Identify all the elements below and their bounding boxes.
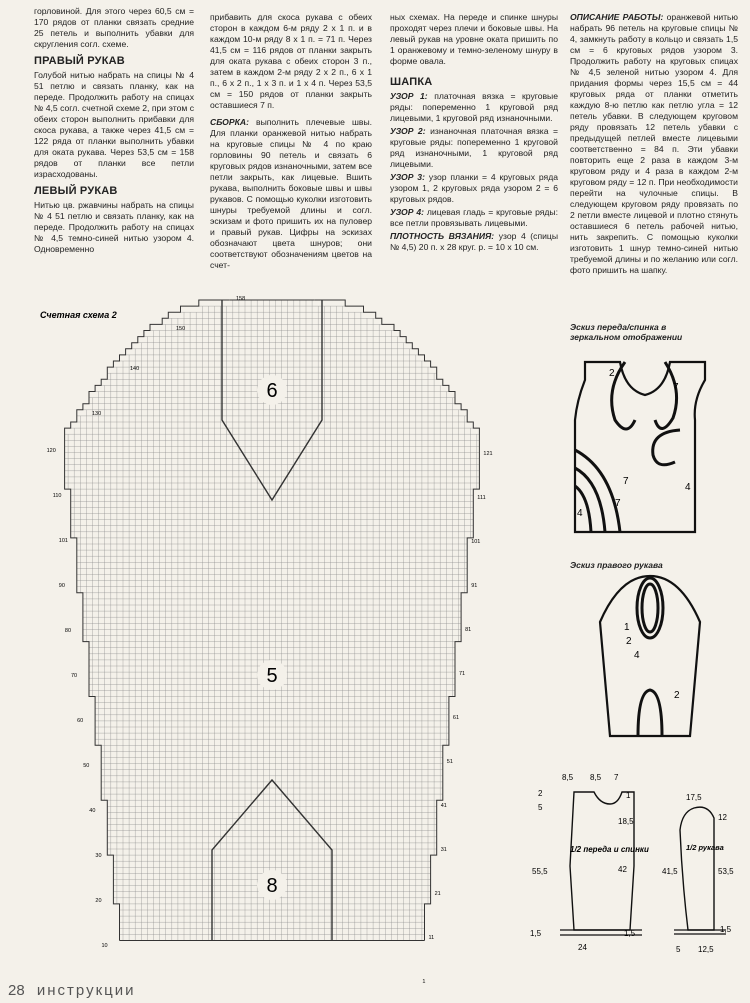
cords-text: ных схемах. На переде и спинке шнуры проходят через плечи и боковые швы. На левый рукав на уровне оката пришить по 1 оранжевому и темно-зеленому шнуру в форме овала. bbox=[390, 12, 558, 66]
color-mark: 4 bbox=[685, 482, 691, 493]
column-label: 140 bbox=[130, 366, 140, 372]
right-sleeve-text: Голубой нитью набрать на спицы № 4 51 петлю и связать планку, как на переде. Продолжить работу на спицах № 4,5 согл. счетной схеме 2, при этом с обеих сторон выполнить прибавки для скоса рукава, а также через 41,5 см = 122 ряда от планки выполнить убавки для оката рукава. Через 53,5 см = 158 рядов от планки все петли израсходованы. bbox=[34, 70, 194, 179]
row-label: 121 bbox=[483, 451, 493, 457]
left-sleeve-text: Нитью цв. ржавчины набрать на спицы № 4 51 петлю и связать планку, как на переде. Продолжить работу на спицах № 4,5 темно-синей нитью узором 4. Одновременно bbox=[34, 200, 194, 254]
hat-heading: ШАПКА bbox=[390, 76, 433, 88]
row-label: 11 bbox=[428, 935, 435, 941]
dim: 53,5 bbox=[718, 867, 734, 876]
front-outline bbox=[575, 362, 705, 532]
page-number: 28 bbox=[8, 982, 25, 999]
pattern-2-label: УЗОР 2: bbox=[390, 126, 426, 136]
dim: 18,5 bbox=[618, 817, 634, 826]
text-column-1 bbox=[34, 6, 194, 257]
front-sketch bbox=[565, 350, 745, 540]
dim: 24 bbox=[578, 943, 587, 952]
row-label: 70 bbox=[71, 673, 78, 679]
row-label: 91 bbox=[471, 583, 478, 589]
left-sleeve-heading: ЛЕВЫЙ РУКАВ bbox=[34, 185, 118, 197]
sleeve-pattern bbox=[660, 790, 748, 960]
dim: 12 bbox=[718, 813, 727, 822]
pattern-1-label: УЗОР 1: bbox=[390, 91, 428, 101]
text-column-3 bbox=[390, 12, 558, 255]
pattern-4-text: лицевая гладь = круговые ряды: все петли провязывать лицевыми. bbox=[390, 207, 558, 228]
color-mark: 2 bbox=[609, 368, 615, 379]
column-label: 130 bbox=[92, 411, 102, 417]
pattern-3-text: узор планки = 4 круговых ряда узором 1, 2 круговых ряда узором 2 = 6 круговых рядов. bbox=[390, 172, 559, 204]
counting-chart bbox=[0, 290, 560, 985]
dim: 42 bbox=[618, 865, 627, 874]
column-label: 150 bbox=[176, 326, 186, 332]
region-number: 6 bbox=[266, 380, 278, 402]
sleeve-continue-text: прибавить для скоса рукава с обеих сторон в каждом 6-м ряду 2 х 1 п. и в каждом 10-м ряду 8 х 1 п. = 71 п. Через 41,5 см = 116 рядов от планки закрыть для оката рукава с обеих сторон 3 п., затем в каждом 2-м ряду 2 х 2 п., 6 х 1 п., 6 х 2 п., 1 х 3 п. и 1 х 4 п. Через 53,5 см = 150 рядов от планки закрыть оставшиеся 7 п. bbox=[210, 12, 372, 110]
oval-cord bbox=[642, 584, 658, 632]
color-mark: 1 bbox=[624, 622, 630, 633]
density-text: узор 4 (спицы № 4,5) 20 п. x 28 круг. р. = 10 x 10 см. bbox=[390, 231, 558, 252]
color-mark: 7 bbox=[623, 476, 629, 487]
work-description-label: ОПИСАНИЕ РАБОТЫ: bbox=[570, 12, 664, 22]
row-label: 40 bbox=[89, 808, 96, 814]
pattern-3-label: УЗОР 3: bbox=[390, 172, 425, 182]
dim: 55,5 bbox=[532, 867, 548, 876]
row-label: 60 bbox=[77, 718, 84, 724]
row-label: 41 bbox=[440, 803, 447, 809]
color-mark: 2 bbox=[626, 636, 632, 647]
dim: 12,5 bbox=[698, 945, 714, 954]
intro-paragraph: горловиной. Для этого через 60,5 см = 170 рядов от планки связать средние 25 петель и выполнить убавки для скругления согл. схеме. bbox=[34, 6, 194, 49]
section-name: инструкции bbox=[36, 982, 136, 999]
assembly-label: СБОРКА: bbox=[210, 117, 249, 127]
dim: 8,5 bbox=[562, 773, 574, 782]
pattern-1-text: платочная вязка = круговые ряды: попеременно 1 круговой ряд лицевыми, 1 круговой ряд изнаночными. bbox=[390, 91, 559, 123]
assembly-text: выполнить плечевые швы. Для планки оранжевой нитью набрать на круговые спицы № 4 по краю горловины 90 петель и связать 6 круговых рядов изнаночными, затем все петли закрыть, как лицевые. Вшить рукава, выполнить боковые швы и швы рукавов. С помощью куколки изготовить шнуры требуемой длины и согл. эскизам и фото пришить их на пуловер и правый рукав. Цифры на эскизах обозначают цвета шнуров; они соответствуют обозначениям цветов на счет- bbox=[210, 117, 373, 270]
row-label: 81 bbox=[465, 627, 472, 633]
region-number: 5 bbox=[266, 665, 278, 687]
color-mark: 4 bbox=[634, 650, 640, 661]
row-label: 101 bbox=[58, 538, 68, 544]
sleeve-sketch-title: Эскиз правого рукава bbox=[570, 560, 663, 570]
sleeve-pattern-label: 1/2 рукава bbox=[686, 843, 724, 852]
dim: 2 bbox=[538, 789, 543, 798]
work-description-text: оранжевой нитью набрать 96 петель на круговые спицы № 4, замкнуть работу в кольцо и связать 1,5 см = 6 круговых рядов узором 3. Продолжить работу на круговых спицах № 4,5 зеленой нитью узором 4. Для придания формы через 15,5 см = 44 круговых ряда от планки отметить каждую 8-ю петлю как петлю угла = 12 петель убавки. В следующем круговом ряду провязать 12 петель убавки с предыдущей петлей вместе лицевыми соответственно = 84 п. Эти убавки повторить еще 2 раза в каждом 3-м круговом ряду и 4 раза в каждом 2-м круговом ряду = 12 п. При необходимости перейти на чулочные спицы. В следующем круговом ряду провязать по 2 петли вместе лицевой и плотно стянуть оставшиеся 6 петель рабочей нитью, нить закрепить. С помощью куколки изготовить 1 шнур темно-синей нитью требуемой длины и по желанию или согл. фото пришить на шапку. bbox=[570, 12, 738, 275]
sleeve-pattern-outline bbox=[680, 807, 714, 930]
chart-title: Счетная схема 2 bbox=[40, 310, 117, 320]
dim: 8,5 bbox=[590, 773, 602, 782]
sleeve-sketch bbox=[590, 572, 710, 742]
row-label: 20 bbox=[95, 898, 102, 904]
region-number: 8 bbox=[266, 875, 278, 897]
front-pattern bbox=[530, 770, 670, 960]
color-mark: 7 bbox=[673, 382, 679, 393]
row-label: 51 bbox=[446, 759, 453, 765]
density-label: ПЛОТНОСТЬ ВЯЗАНИЯ: bbox=[390, 231, 495, 241]
row-label: 80 bbox=[64, 628, 72, 634]
cord-path bbox=[655, 362, 677, 429]
row-label: 90 bbox=[58, 583, 65, 589]
cord-path bbox=[638, 690, 662, 736]
chart-svg bbox=[0, 290, 560, 985]
row-label: 30 bbox=[95, 853, 102, 859]
row-label: 1 bbox=[422, 979, 426, 985]
color-mark: 4 bbox=[577, 508, 583, 519]
front-pattern-label: 1/2 переда и спинки bbox=[570, 845, 649, 854]
pattern-4-label: УЗОР 4: bbox=[390, 207, 424, 217]
row-label: 110 bbox=[52, 493, 62, 499]
front-pattern-outline bbox=[570, 792, 634, 930]
pattern-2-text: изнаночная платочная вязка = круговые ряды: попеременно 1 круговой ряд изнаночными, 1 круговой ряд лицевыми. bbox=[390, 126, 559, 169]
row-label: 120 bbox=[46, 448, 56, 454]
dim: 1,5 bbox=[530, 929, 542, 938]
dim: 1 bbox=[626, 791, 631, 800]
column-label: 158 bbox=[236, 296, 246, 302]
dim: 17,5 bbox=[686, 793, 702, 802]
row-label: 71 bbox=[459, 671, 466, 677]
dim: 5 bbox=[538, 803, 543, 812]
color-mark: 7 bbox=[615, 498, 621, 509]
row-label: 50 bbox=[83, 763, 90, 769]
dim: 41,5 bbox=[662, 867, 678, 876]
dim: 1,5 bbox=[624, 929, 636, 938]
row-label: 101 bbox=[471, 539, 481, 545]
row-label: 111 bbox=[477, 495, 486, 501]
cord-path bbox=[653, 430, 680, 465]
right-sleeve-heading: ПРАВЫЙ РУКАВ bbox=[34, 55, 125, 67]
row-label: 61 bbox=[452, 715, 460, 721]
page-footer bbox=[8, 982, 135, 999]
dim: 7 bbox=[614, 773, 619, 782]
row-label: 31 bbox=[440, 847, 447, 853]
front-sketch-title: Эскиз переда/спинка в зеркальном отображении bbox=[570, 322, 683, 342]
text-column-4 bbox=[570, 12, 738, 278]
color-mark: 2 bbox=[674, 690, 680, 701]
row-label: 10 bbox=[101, 943, 108, 949]
dim: 5 bbox=[676, 945, 681, 954]
row-label: 21 bbox=[434, 891, 441, 897]
text-column-2 bbox=[210, 12, 372, 273]
dim: 1,5 bbox=[720, 925, 732, 934]
sleeve-outline bbox=[600, 576, 700, 736]
